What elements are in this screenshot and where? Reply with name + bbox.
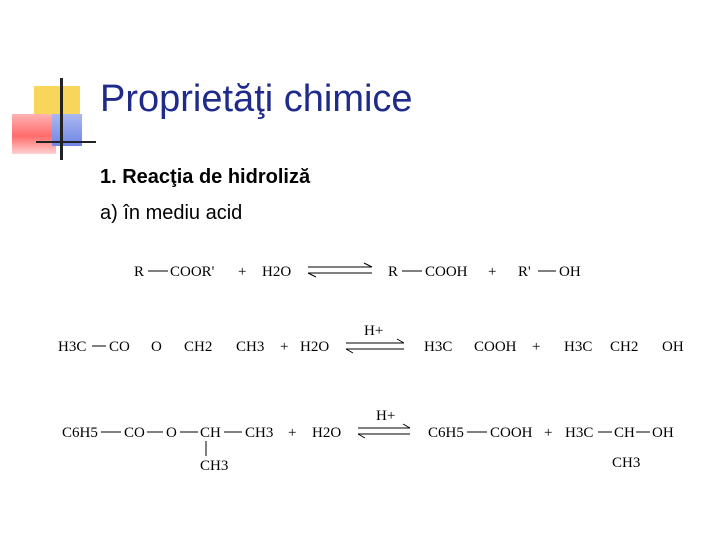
formula-part: O xyxy=(166,425,177,441)
section-heading: 1. Reacţia de hidroliză xyxy=(100,166,311,188)
formula-part: CO xyxy=(109,339,130,355)
plus-sign: + xyxy=(280,339,289,355)
formula-part: CH xyxy=(200,425,221,441)
formula-part: COOH xyxy=(474,339,517,355)
water: H2O xyxy=(312,425,342,441)
plus-sign: + xyxy=(288,425,297,441)
catalyst: H+ xyxy=(364,323,384,339)
hydroxyl: OH xyxy=(559,264,581,280)
formula-part: H3C xyxy=(58,339,87,355)
water: H2O xyxy=(262,264,292,280)
formula-part: C6H5 xyxy=(62,425,98,441)
formula-part: CH3 xyxy=(245,425,274,441)
plus-sign: + xyxy=(544,425,553,441)
plus-sign: + xyxy=(488,264,497,280)
arrow-backward-head xyxy=(346,349,353,353)
ester-group: COOR' xyxy=(170,264,215,280)
water: H2O xyxy=(300,339,330,355)
formula-part: H3C xyxy=(424,339,453,355)
formula-part: CH3 xyxy=(236,339,265,355)
formula-part: C6H5 xyxy=(428,425,464,441)
formula-part: CH xyxy=(614,425,635,441)
formula-part: OH xyxy=(662,339,684,355)
formula-part: CH2 xyxy=(184,339,213,355)
page-title: Proprietăţi chimice xyxy=(100,78,413,120)
r-right: R xyxy=(388,264,399,280)
arrow-forward-head xyxy=(403,424,410,428)
arrow-forward-head xyxy=(397,339,404,343)
formula-part: H3C xyxy=(565,425,594,441)
arrow-forward-head xyxy=(364,263,372,267)
plus-sign: + xyxy=(532,339,541,355)
plus-sign: + xyxy=(238,264,247,280)
formula-part: COOH xyxy=(490,425,533,441)
reaction-phenyl-ester xyxy=(62,408,674,474)
formula-part: CO xyxy=(124,425,145,441)
r-left: R xyxy=(134,264,145,280)
reaction-general xyxy=(134,263,581,280)
formula-part: H3C xyxy=(564,339,593,355)
formula-part: OH xyxy=(652,425,674,441)
subsection-heading: a) în mediu acid xyxy=(100,202,243,224)
reaction-ethyl-acetate xyxy=(58,323,684,355)
branch-group: CH3 xyxy=(200,458,229,474)
r-prime: R' xyxy=(518,264,531,280)
formula-part: O xyxy=(151,339,162,355)
arrow-backward-head xyxy=(308,273,316,277)
branch-group: CH3 xyxy=(612,455,641,471)
catalyst: H+ xyxy=(376,408,396,424)
arrow-backward-head xyxy=(358,434,365,438)
formula-part: CH2 xyxy=(610,339,639,355)
acid-group: COOH xyxy=(425,264,468,280)
